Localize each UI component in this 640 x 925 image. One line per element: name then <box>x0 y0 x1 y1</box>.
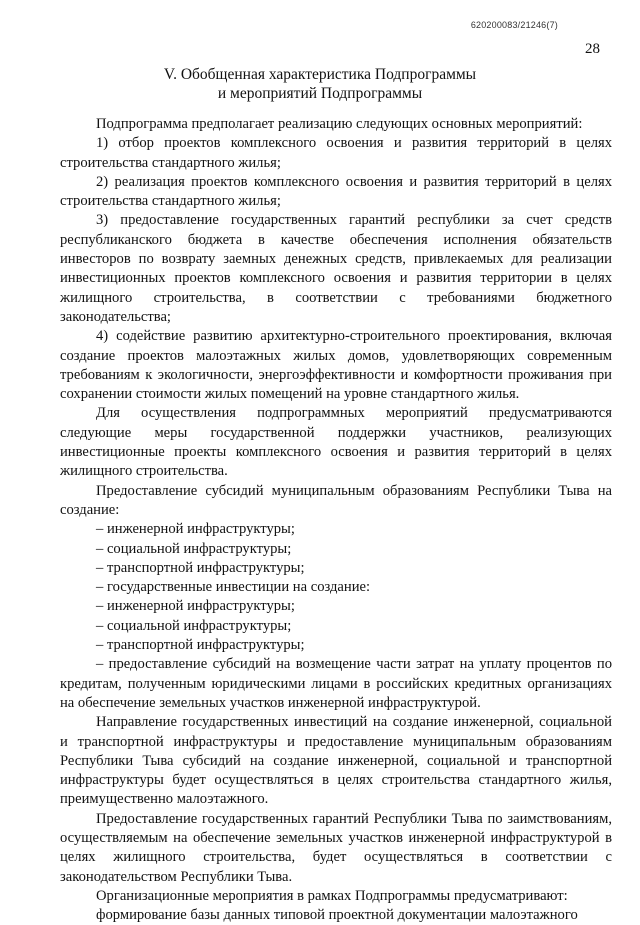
page-number: 28 <box>585 41 600 57</box>
dash-item: – социальной инфраструктуры; <box>96 540 292 557</box>
document-body <box>60 115 612 925</box>
list-item-1: 1) отбор проектов комплексного освоения и развития территорий в целях строительства стандартного жилья; <box>60 135 612 171</box>
section-heading-line-2: и мероприятий Подпрограммы <box>217 85 423 102</box>
paragraph-intro: Подпрограмма предполагает реализацию следующих основных мероприятий: <box>96 116 583 132</box>
dash-item: – инженерной инфраструктуры; <box>96 598 295 615</box>
paragraph-database: формирование базы данных типовой проектной документации малоэтажного <box>96 907 578 924</box>
dash-item: – социальной инфраструктуры; <box>96 617 292 634</box>
dash-item: – государственные инвестиции на создание: <box>96 579 371 596</box>
list-item-4: 4) содействие развитию архитектурно-строительного проектирования, включая создание проектов малоэтажных жилых домов, удовлетворяющих современным требованиям к экологичности, энергоэффективности и комфортности проживания при сохранении стоимости жилых помещений на уровне стандартного жилья. <box>60 328 612 403</box>
document-code: 620200083/21246(7) <box>470 20 558 30</box>
section-heading-line-1: V. Обобщенная характеристика Подпрограммы <box>163 66 477 83</box>
dash-item: – транспортной инфраструктуры; <box>96 637 305 654</box>
section-heading <box>60 65 580 103</box>
list-item-2: 2) реализация проектов комплексного освоения и развития территорий в целях строительства стандартного жилья; <box>60 173 612 210</box>
paragraph-subsidies: Предоставление субсидий муниципальным образованиям Республики Тыва на создание: <box>60 482 612 518</box>
dash-item: – транспортной инфраструктуры; <box>96 559 305 576</box>
paragraph-organizational: Организационные мероприятия в рамках Подпрограммы предусматривают: <box>96 887 568 904</box>
dash-item: – инженерной инфраструктуры; <box>96 521 295 538</box>
list-item-3: 3) предоставление государственных гарантий республики за счет средств республиканского бюджета в качестве обеспечения исполнения обязательств инвесторов по возврату заемных денежных средств, привлекаемых для реализации инвестиционных проектов комплексного освоения и развития территории в целях жилищного строительства, в соответствии с требованиями бюджетного законодательства; <box>60 212 612 325</box>
dash-item: – предоставление субсидий на возмещение части затрат на уплату процентов по кредитам, полученным юридическими лицами в российских кредитных организациях на обеспечение земельных участков инженерной инфраструктурой. <box>60 656 612 711</box>
paragraph-guarantees: Предоставление государственных гарантий Республики Тыва по заимствованиям, осуществляемым на обеспечение земельных участков инженерной инфраструктурой в целях жилищного строительства, будет осуществляться в соответствии с законодательством Республики Тыва. <box>60 810 612 885</box>
paragraph-investments: Направление государственных инвестиций на создание инженерной, социальной и транспортной инфраструктуры и предоставление муниципальным образованиям Республики Тыва субсидий на создание инженерной, социальной и транспортной инфраструктуры будет осуществляться в целях строительства стандартного жилья, преимущественно малоэтажного. <box>60 714 612 808</box>
paragraph-support-measures: Для осуществления подпрограммных мероприятий предусматриваются следующие меры государственной поддержки участников, реализующих инвестиционные проекты комплексного освоения и развития территорий в целях жилищного строительства. <box>60 405 612 480</box>
